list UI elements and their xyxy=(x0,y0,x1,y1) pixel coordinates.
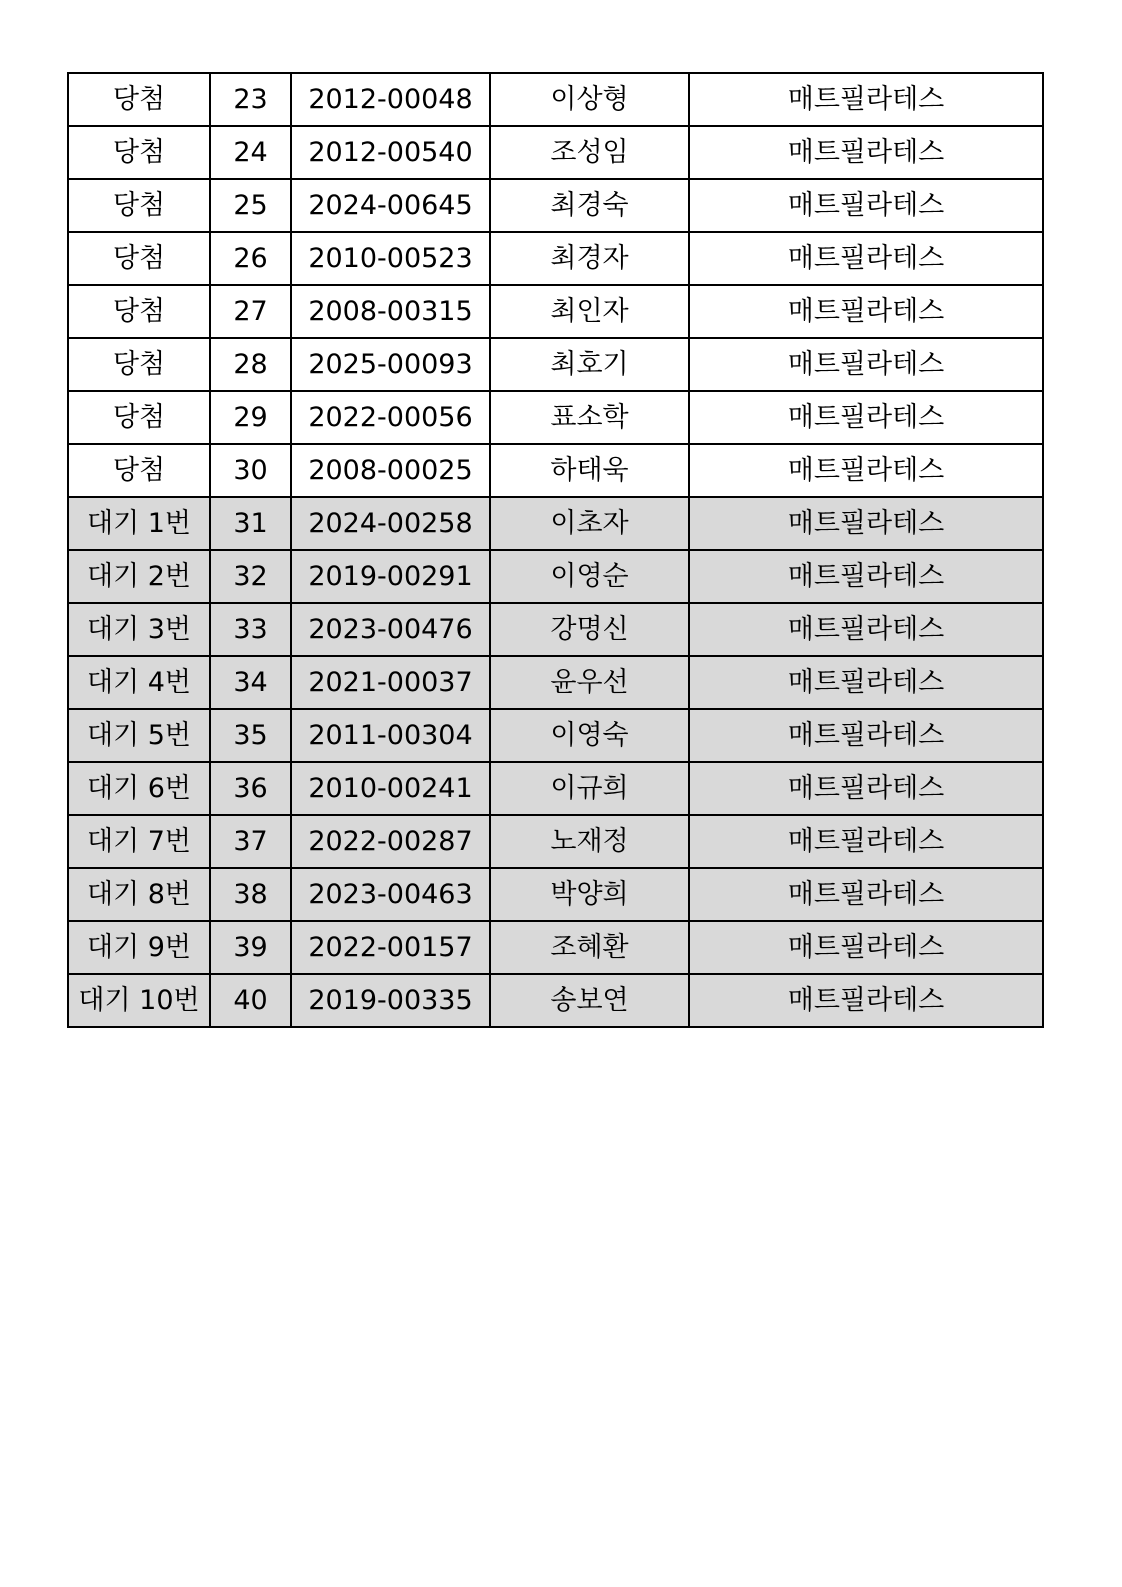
selected-row xyxy=(68,126,1043,179)
name-cell: 강명신 xyxy=(490,603,689,656)
sequence-number-cell: 31 xyxy=(210,497,291,550)
sequence-number-cell: 34 xyxy=(210,656,291,709)
status-cell: 당첨 xyxy=(68,126,210,179)
sequence-number-cell: 38 xyxy=(210,868,291,921)
status-cell: 대기 8번 xyxy=(68,868,210,921)
registration-number-cell: 2023-00476 xyxy=(291,603,490,656)
status-cell: 당첨 xyxy=(68,232,210,285)
name-cell: 윤우선 xyxy=(490,656,689,709)
name-cell: 하태욱 xyxy=(490,444,689,497)
lottery-result-table xyxy=(67,72,1044,1028)
waitlist-row xyxy=(68,762,1043,815)
waitlist-row xyxy=(68,656,1043,709)
registration-number-cell: 2012-00540 xyxy=(291,126,490,179)
registration-number-cell: 2022-00056 xyxy=(291,391,490,444)
sequence-number-cell: 36 xyxy=(210,762,291,815)
program-cell: 매트필라테스 xyxy=(689,338,1043,391)
registration-number-cell: 2010-00241 xyxy=(291,762,490,815)
name-cell: 송보연 xyxy=(490,974,689,1027)
status-cell: 대기 1번 xyxy=(68,497,210,550)
name-cell: 이상형 xyxy=(490,73,689,126)
program-cell: 매트필라테스 xyxy=(689,444,1043,497)
status-cell: 대기 2번 xyxy=(68,550,210,603)
program-cell: 매트필라테스 xyxy=(689,126,1043,179)
selected-row xyxy=(68,285,1043,338)
registration-number-cell: 2021-00037 xyxy=(291,656,490,709)
program-cell: 매트필라테스 xyxy=(689,815,1043,868)
name-cell: 박양희 xyxy=(490,868,689,921)
sequence-number-cell: 39 xyxy=(210,921,291,974)
program-cell: 매트필라테스 xyxy=(689,391,1043,444)
program-cell: 매트필라테스 xyxy=(689,232,1043,285)
program-cell: 매트필라테스 xyxy=(689,285,1043,338)
status-cell: 당첨 xyxy=(68,179,210,232)
status-cell: 당첨 xyxy=(68,73,210,126)
registration-number-cell: 2008-00315 xyxy=(291,285,490,338)
name-cell: 이영순 xyxy=(490,550,689,603)
status-cell: 대기 4번 xyxy=(68,656,210,709)
selected-row xyxy=(68,73,1043,126)
sequence-number-cell: 25 xyxy=(210,179,291,232)
name-cell: 최호기 xyxy=(490,338,689,391)
status-cell: 당첨 xyxy=(68,338,210,391)
waitlist-row xyxy=(68,550,1043,603)
name-cell: 최경자 xyxy=(490,232,689,285)
sequence-number-cell: 23 xyxy=(210,73,291,126)
waitlist-row xyxy=(68,921,1043,974)
status-cell: 대기 9번 xyxy=(68,921,210,974)
registration-number-cell: 2024-00258 xyxy=(291,497,490,550)
waitlist-row xyxy=(68,603,1043,656)
sequence-number-cell: 29 xyxy=(210,391,291,444)
program-cell: 매트필라테스 xyxy=(689,179,1043,232)
waitlist-row xyxy=(68,815,1043,868)
name-cell: 최인자 xyxy=(490,285,689,338)
status-cell: 당첨 xyxy=(68,444,210,497)
selected-row xyxy=(68,232,1043,285)
sequence-number-cell: 27 xyxy=(210,285,291,338)
status-cell: 대기 3번 xyxy=(68,603,210,656)
sequence-number-cell: 24 xyxy=(210,126,291,179)
table-body xyxy=(68,73,1043,1027)
program-cell: 매트필라테스 xyxy=(689,709,1043,762)
selected-row xyxy=(68,444,1043,497)
sequence-number-cell: 33 xyxy=(210,603,291,656)
status-cell: 대기 5번 xyxy=(68,709,210,762)
status-cell: 당첨 xyxy=(68,285,210,338)
waitlist-row xyxy=(68,709,1043,762)
sequence-number-cell: 28 xyxy=(210,338,291,391)
registration-number-cell: 2019-00335 xyxy=(291,974,490,1027)
name-cell: 이영숙 xyxy=(490,709,689,762)
sequence-number-cell: 30 xyxy=(210,444,291,497)
status-cell: 대기 7번 xyxy=(68,815,210,868)
waitlist-row xyxy=(68,497,1043,550)
status-cell: 당첨 xyxy=(68,391,210,444)
registration-number-cell: 2025-00093 xyxy=(291,338,490,391)
selected-row xyxy=(68,391,1043,444)
sequence-number-cell: 35 xyxy=(210,709,291,762)
program-cell: 매트필라테스 xyxy=(689,550,1043,603)
sequence-number-cell: 32 xyxy=(210,550,291,603)
program-cell: 매트필라테스 xyxy=(689,762,1043,815)
program-cell: 매트필라테스 xyxy=(689,603,1043,656)
name-cell: 표소학 xyxy=(490,391,689,444)
program-cell: 매트필라테스 xyxy=(689,656,1043,709)
name-cell: 조성임 xyxy=(490,126,689,179)
selected-row xyxy=(68,338,1043,391)
program-cell: 매트필라테스 xyxy=(689,73,1043,126)
selected-row xyxy=(68,179,1043,232)
sequence-number-cell: 26 xyxy=(210,232,291,285)
registration-number-cell: 2022-00157 xyxy=(291,921,490,974)
status-cell: 대기 6번 xyxy=(68,762,210,815)
registration-number-cell: 2011-00304 xyxy=(291,709,490,762)
sequence-number-cell: 37 xyxy=(210,815,291,868)
registration-number-cell: 2012-00048 xyxy=(291,73,490,126)
registration-number-cell: 2008-00025 xyxy=(291,444,490,497)
program-cell: 매트필라테스 xyxy=(689,497,1043,550)
registration-number-cell: 2022-00287 xyxy=(291,815,490,868)
registration-number-cell: 2024-00645 xyxy=(291,179,490,232)
status-cell: 대기 10번 xyxy=(68,974,210,1027)
registration-number-cell: 2010-00523 xyxy=(291,232,490,285)
name-cell: 이규희 xyxy=(490,762,689,815)
name-cell: 이초자 xyxy=(490,497,689,550)
name-cell: 노재정 xyxy=(490,815,689,868)
program-cell: 매트필라테스 xyxy=(689,974,1043,1027)
sequence-number-cell: 40 xyxy=(210,974,291,1027)
waitlist-row xyxy=(68,974,1043,1027)
program-cell: 매트필라테스 xyxy=(689,921,1043,974)
name-cell: 조혜환 xyxy=(490,921,689,974)
waitlist-row xyxy=(68,868,1043,921)
program-cell: 매트필라테스 xyxy=(689,868,1043,921)
registration-number-cell: 2023-00463 xyxy=(291,868,490,921)
name-cell: 최경숙 xyxy=(490,179,689,232)
registration-number-cell: 2019-00291 xyxy=(291,550,490,603)
